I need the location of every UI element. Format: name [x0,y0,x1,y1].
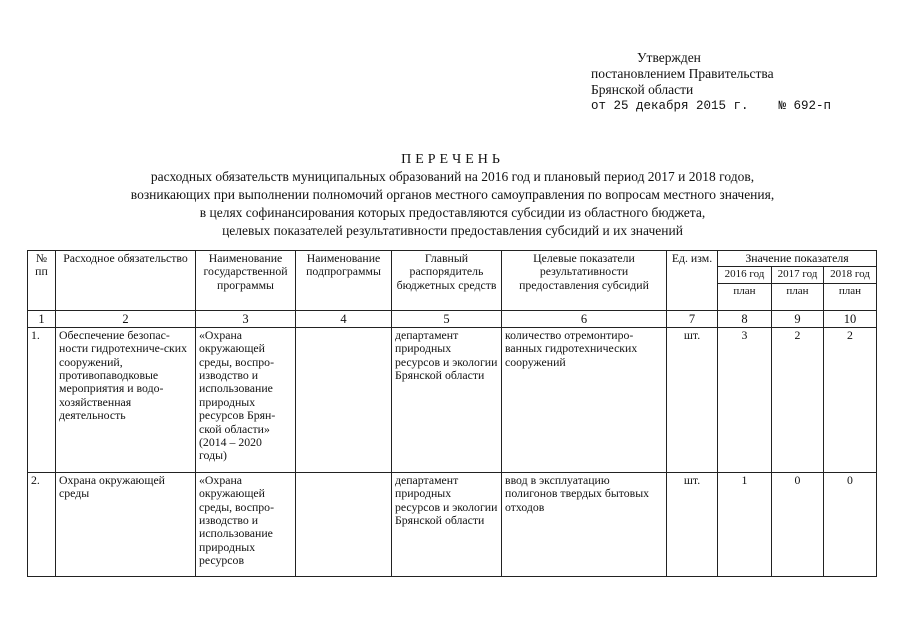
row-value-2016: 1 [718,472,772,576]
row-obligation: Обеспечение безопас-ности гидротехниче-ских сооружений, противопаводковые мероприятия и водо-хозяйственная деятельность [56,327,196,472]
header-plan: план [824,283,877,310]
table-header-row [28,251,877,267]
header-plan: план [718,283,772,310]
header-year: 2017 год [772,267,824,283]
column-number: 3 [196,310,296,327]
header-value-group: Значение показателя [718,251,877,267]
header-unit: Ед. изм. [667,251,718,311]
row-manager: департамент природных ресурсов и экологии Брянской области [392,472,502,576]
document-title: ПЕРЕЧЕНЬ [401,152,504,167]
column-number: 4 [296,310,392,327]
row-program: «Охрана окружающей среды, воспро-изводство и использование природных ресурсов Брян-ской области» (2014 – 2020 годы) [196,327,296,472]
column-numbers-row [28,310,877,327]
row-program: «Охрана окружающей среды, воспро-изводство и использование природных ресурсов [196,472,296,576]
row-manager: департамент природных ресурсов и экологии Брянской области [392,327,502,472]
approval-stamp [591,50,831,114]
header-num: № пп [28,251,56,311]
row-indicator: ввод в эксплуатацию полигонов твердых бытовых отходов [502,472,667,576]
row-subprogram [296,327,392,472]
column-number: 8 [718,310,772,327]
column-number: 2 [56,310,196,327]
row-subprogram [296,472,392,576]
row-num: 2. [28,472,56,576]
table-row [28,472,877,576]
header-plan: план [772,283,824,310]
column-number: 10 [824,310,877,327]
table-row [28,327,877,472]
subtitle-line: целевых показателей результативности предоставления субсидий и их значений [222,223,683,238]
approval-line-4: от 25 декабря 2015 г. № 692-п [591,99,832,113]
row-indicator: количество отремонтиро-ванных гидротехнических сооружений [502,327,667,472]
column-number: 9 [772,310,824,327]
document-subtitle [0,168,905,240]
header-year: 2018 год [824,267,877,283]
subtitle-line: расходных обязательств муниципальных образований на 2016 год и плановый период 2017 и 2018 годов, [150,169,755,184]
row-num: 1. [28,327,56,472]
row-unit: шт. [667,327,718,472]
row-value-2017: 2 [772,327,824,472]
header-obligation: Расходное обязательство [56,251,196,311]
row-unit: шт. [667,472,718,576]
row-value-2018: 0 [824,472,877,576]
row-value-2016: 3 [718,327,772,472]
row-value-2017: 0 [772,472,824,576]
column-number: 1 [28,310,56,327]
column-number: 6 [502,310,667,327]
approval-line-1: Утвержден [637,50,701,65]
header-manager: Главный распорядитель бюджетных средств [392,251,502,311]
column-number: 5 [392,310,502,327]
subtitle-line: в целях софинансирования которых предоставляются субсидии из областного бюджета, [199,205,706,220]
header-program: Наименование государственной программы [196,251,296,311]
approval-line-3: Брянской области [591,82,694,97]
header-subprogram: Наименование подпрограммы [296,251,392,311]
subtitle-line: возникающих при выполнении полномочий органов местного самоуправления по вопросам местного значения, [130,187,775,202]
obligations-table [27,250,877,577]
approval-line-2: постановлением Правительства [591,66,774,81]
column-number: 7 [667,310,718,327]
row-value-2018: 2 [824,327,877,472]
header-indicator: Целевые показатели результативности предоставления субсидий [502,251,667,311]
row-obligation: Охрана окружающей среды [56,472,196,576]
header-year: 2016 год [718,267,772,283]
